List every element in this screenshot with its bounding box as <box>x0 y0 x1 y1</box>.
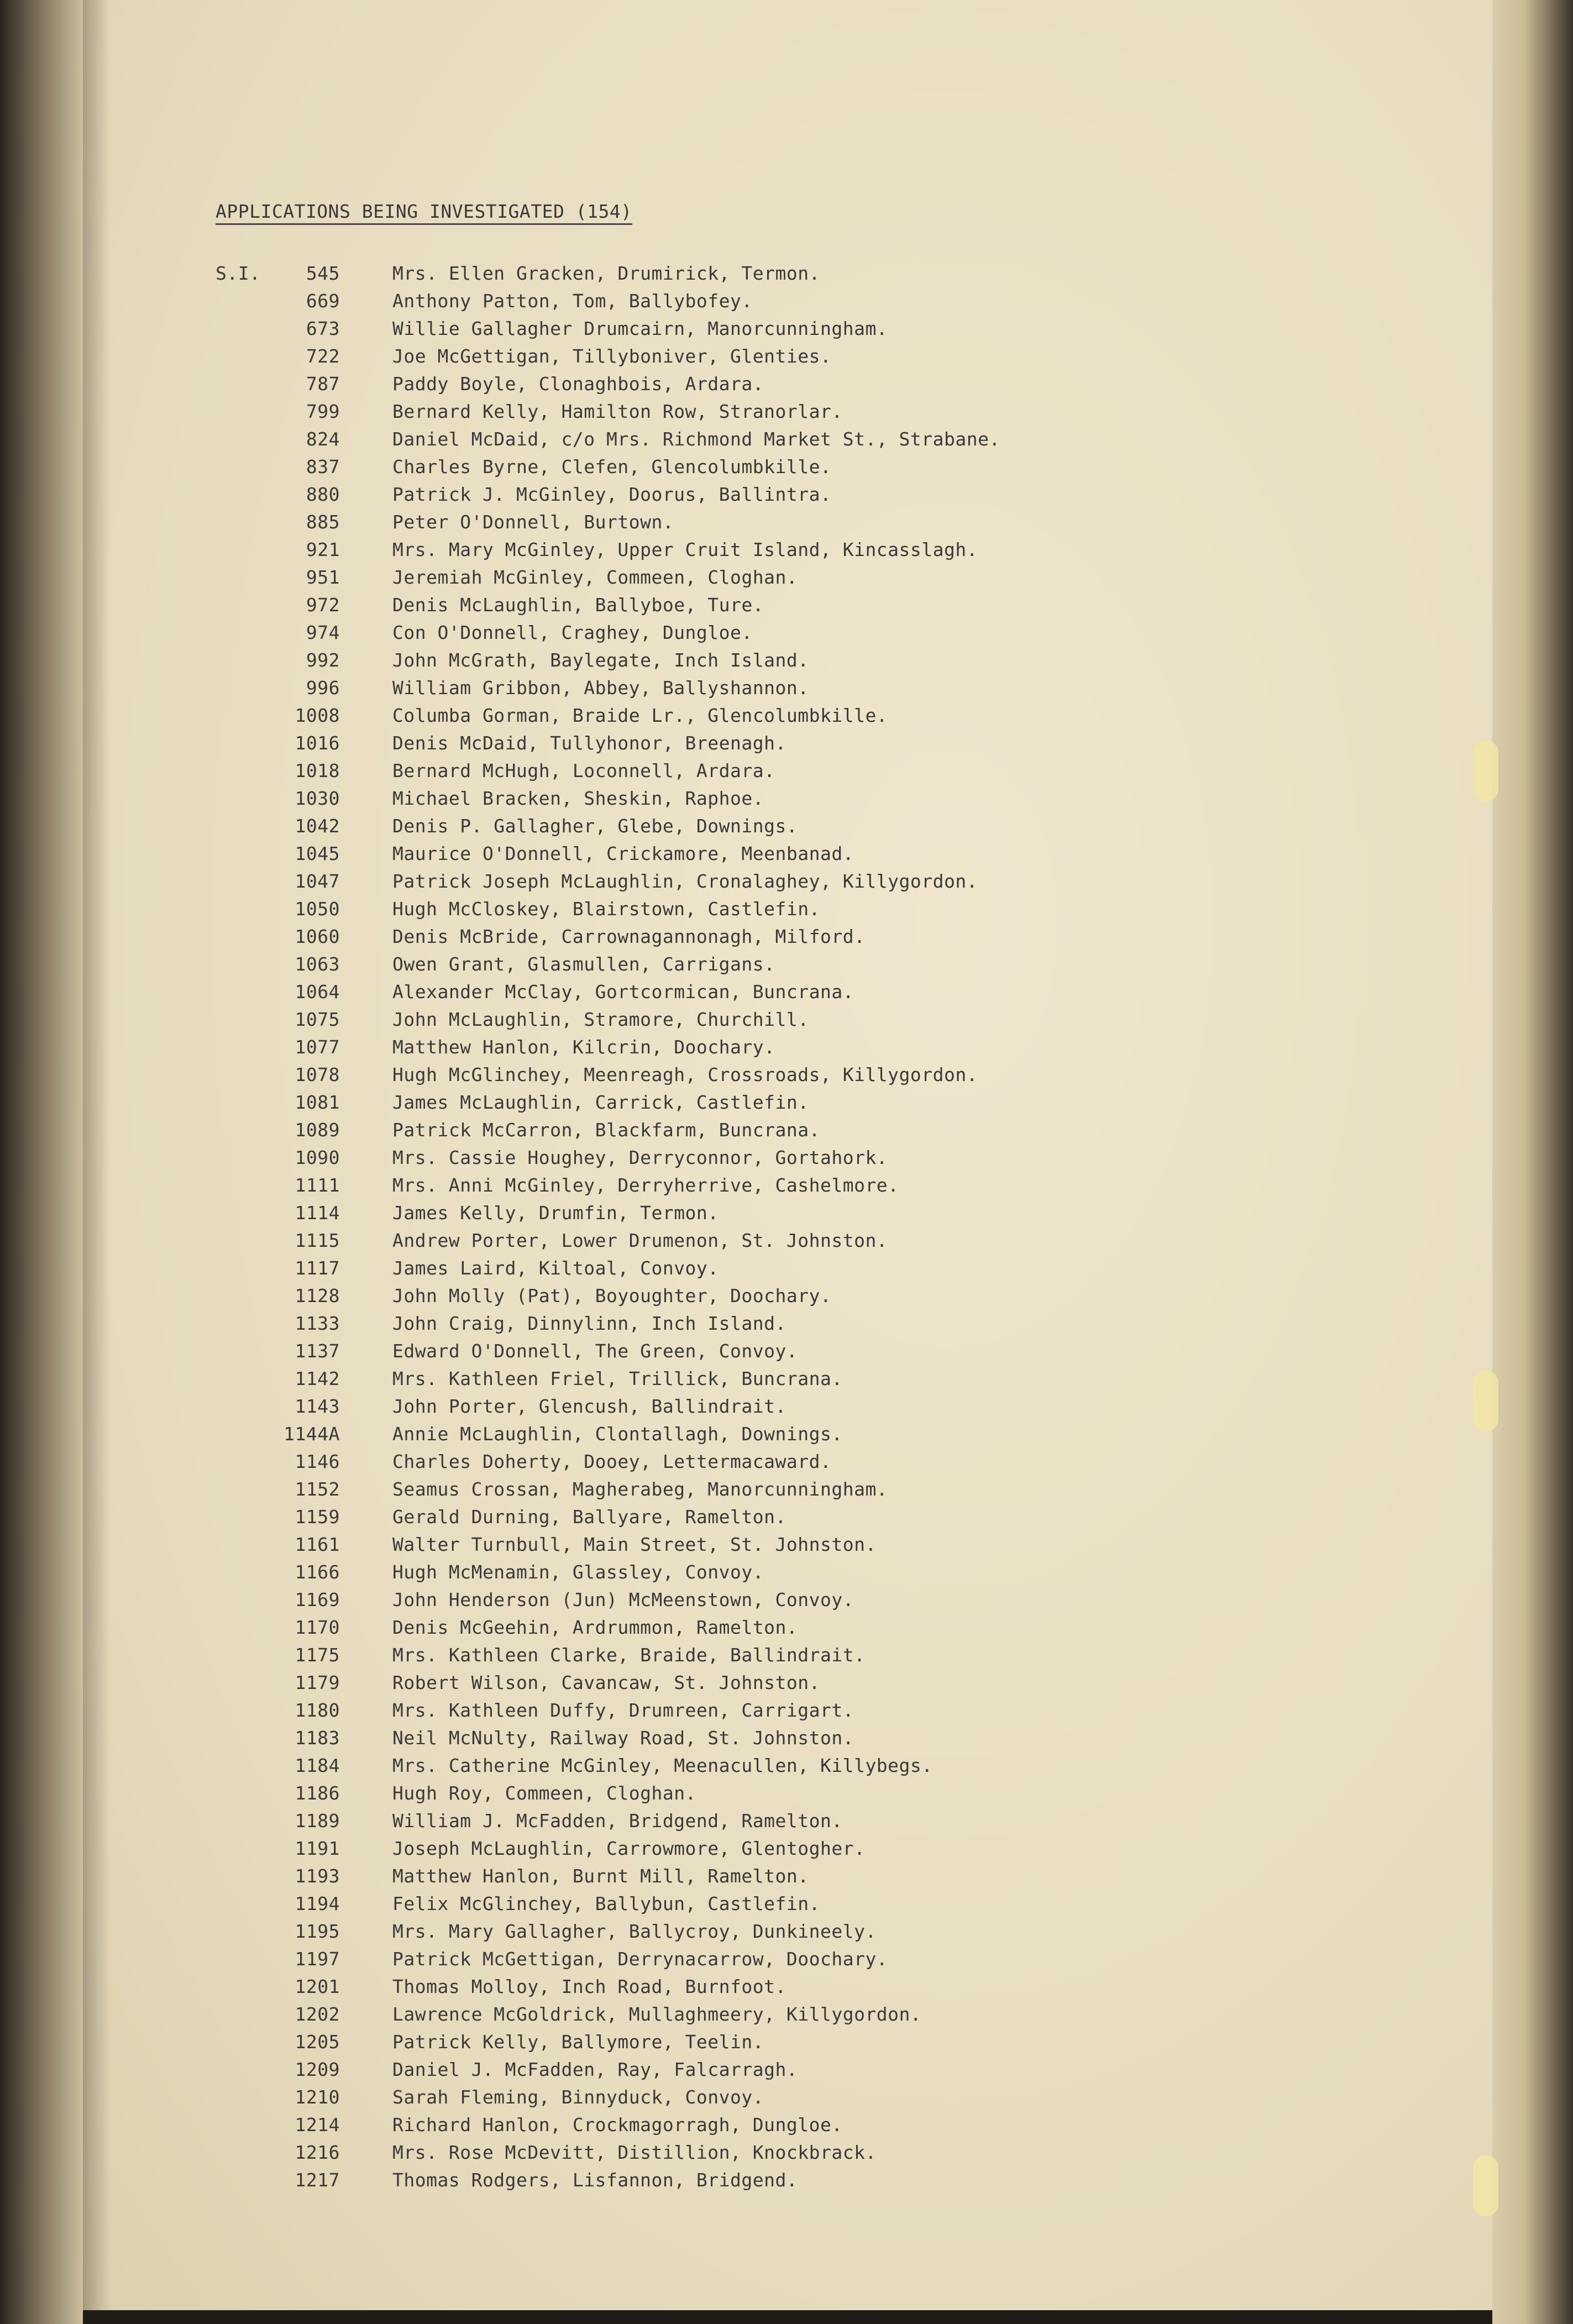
application-number: 1143 <box>295 1396 340 1417</box>
application-number: 1050 <box>295 898 340 920</box>
applicant-details: Daniel McDaid, c/o Mrs. Richmond Market St., Strabane. <box>392 428 1000 450</box>
application-number: 921 <box>306 539 340 560</box>
list-item <box>0 1506 1492 1534</box>
list-item <box>0 1589 1492 1617</box>
list-item <box>0 1865 1492 1893</box>
list-item <box>0 1838 1492 1865</box>
applicant-details: Maurice O'Donnell, Crickamore, Meenbanad. <box>392 843 854 864</box>
application-number: 1142 <box>295 1368 340 1389</box>
list-item <box>0 1699 1492 1727</box>
applicant-details: Annie McLaughlin, Clontallagh, Downings. <box>392 1423 843 1445</box>
application-number: 1184 <box>295 1755 340 1776</box>
list-item <box>0 345 1492 373</box>
applicant-details: Hugh McMenamin, Glassley, Convoy. <box>392 1561 764 1583</box>
application-number: 1045 <box>295 843 340 864</box>
list-item <box>0 1534 1492 1561</box>
applicant-details: Mrs. Mary McGinley, Upper Cruit Island, Kincasslagh. <box>392 539 978 560</box>
applicant-details: Mrs. Catherine McGinley, Meenacullen, Killybegs. <box>392 1755 933 1776</box>
applicant-details: Bernard McHugh, Loconnell, Ardara. <box>392 760 775 781</box>
application-number: 673 <box>306 318 340 339</box>
applicant-details: Joseph McLaughlin, Carrowmore, Glentogher. <box>392 1838 866 1859</box>
applicant-details: Seamus Crossan, Magherabeg, Manorcunningham. <box>392 1478 888 1500</box>
application-number: 1214 <box>295 2114 340 2136</box>
applicant-details: Gerald Durning, Ballyare, Ramelton. <box>392 1506 786 1528</box>
application-number: 1018 <box>295 760 340 781</box>
application-number: 1114 <box>295 1202 340 1224</box>
applicant-details: Mrs. Rose McDevitt, Distillion, Knockbrack. <box>392 2142 877 2163</box>
application-number: 1170 <box>295 1617 340 1638</box>
applicant-details: Denis McLaughlin, Ballyboe, Ture. <box>392 594 764 616</box>
application-number: 1201 <box>295 1976 340 1997</box>
list-item <box>0 2114 1492 2142</box>
application-number: 1175 <box>295 1644 340 1666</box>
applicant-details: Denis P. Gallagher, Glebe, Downings. <box>392 815 798 837</box>
list-item <box>0 2086 1492 2114</box>
document-heading: APPLICATIONS BEING INVESTIGATED (154) <box>216 201 632 225</box>
applicant-details: Andrew Porter, Lower Drumenon, St. Johnston. <box>392 1230 888 1251</box>
list-item <box>0 1782 1492 1810</box>
application-number: 1209 <box>295 2059 340 2080</box>
application-number: 1205 <box>295 2031 340 2053</box>
application-number: 1047 <box>295 870 340 892</box>
application-number: 1159 <box>295 1506 340 1528</box>
list-item <box>0 1672 1492 1699</box>
list-item <box>0 1257 1492 1285</box>
list-item <box>0 1009 1492 1036</box>
list-item <box>0 1285 1492 1313</box>
list-item <box>0 1893 1492 1921</box>
applicant-details: Patrick McCarron, Blackfarm, Buncrana. <box>392 1119 820 1141</box>
applicant-details: Hugh Roy, Commeen, Cloghan. <box>392 1782 696 1804</box>
list-item <box>0 428 1492 456</box>
application-list <box>0 263 1492 2197</box>
application-number: 1216 <box>295 2142 340 2163</box>
application-number: 1191 <box>295 1838 340 1859</box>
application-number: 1081 <box>295 1092 340 1113</box>
application-number: 951 <box>306 566 340 588</box>
applicant-details: Mrs. Kathleen Friel, Trillick, Buncrana. <box>392 1368 843 1389</box>
list-item <box>0 263 1492 290</box>
applicant-details: Paddy Boyle, Clonaghbois, Ardara. <box>392 373 764 395</box>
applicant-details: Matthew Hanlon, Kilcrin, Doochary. <box>392 1036 775 1058</box>
application-number: 669 <box>306 290 340 312</box>
application-number: 1115 <box>295 1230 340 1251</box>
applicant-details: Con O'Donnell, Craghey, Dungloe. <box>392 622 753 643</box>
list-item <box>0 1064 1492 1092</box>
applicant-details: Mrs. Kathleen Clarke, Braide, Ballindrait. <box>392 1644 866 1666</box>
applicant-details: Matthew Hanlon, Burnt Mill, Ramelton. <box>392 1865 809 1887</box>
applicant-details: Bernard Kelly, Hamilton Row, Stranorlar. <box>392 401 843 422</box>
application-number: 996 <box>306 677 340 699</box>
list-item <box>0 1396 1492 1423</box>
applicant-details: Patrick Joseph McLaughlin, Cronalaghey, Killygordon. <box>392 870 978 892</box>
application-number: 1195 <box>295 1921 340 1942</box>
applicant-details: Mrs. Anni McGinley, Derryherrive, Cashelmore. <box>392 1174 899 1196</box>
application-number: 1030 <box>295 788 340 809</box>
application-number: 1144A <box>284 1423 340 1445</box>
list-item <box>0 1368 1492 1396</box>
applicant-details: Denis McDaid, Tullyhonor, Breenagh. <box>392 732 786 754</box>
applicant-details: Mrs. Ellen Gracken, Drumirick, Termon. <box>392 263 820 284</box>
page-edge <box>1492 0 1573 2324</box>
list-item <box>0 290 1492 318</box>
application-number: 880 <box>306 484 340 505</box>
application-number: 799 <box>306 401 340 422</box>
list-item <box>0 705 1492 732</box>
application-number: 1063 <box>295 953 340 975</box>
application-number: 1042 <box>295 815 340 837</box>
application-number: 545 <box>306 263 340 284</box>
application-number: 974 <box>306 622 340 643</box>
list-item <box>0 539 1492 566</box>
list-item <box>0 1921 1492 1948</box>
application-number: 824 <box>306 428 340 450</box>
application-number: 1166 <box>295 1561 340 1583</box>
list-item <box>0 2003 1492 2031</box>
list-item <box>0 1230 1492 1257</box>
application-number: 992 <box>306 649 340 671</box>
applicant-details: Sarah Fleming, Binnyduck, Convoy. <box>392 2086 764 2108</box>
application-number: 972 <box>306 594 340 616</box>
application-number: 1133 <box>295 1313 340 1334</box>
list-item <box>0 981 1492 1009</box>
application-number: 1089 <box>295 1119 340 1141</box>
list-item <box>0 1174 1492 1202</box>
applicant-details: Alexander McClay, Gortcormican, Buncrana. <box>392 981 854 1003</box>
application-number: 1217 <box>295 2169 340 2191</box>
application-number: 787 <box>306 373 340 395</box>
list-item <box>0 1340 1492 1368</box>
list-item <box>0 926 1492 953</box>
list-item <box>0 898 1492 926</box>
applicant-details: Charles Byrne, Clefen, Glencolumbkille. <box>392 456 832 478</box>
list-item <box>0 870 1492 898</box>
application-number: 1064 <box>295 981 340 1003</box>
application-number: 1194 <box>295 1893 340 1914</box>
list-item <box>0 1092 1492 1119</box>
list-item <box>0 1313 1492 1340</box>
applicant-details: Willie Gallagher Drumcairn, Manorcunningham. <box>392 318 888 339</box>
list-item <box>0 1036 1492 1064</box>
application-number: 1189 <box>295 1810 340 1832</box>
application-number: 1016 <box>295 732 340 754</box>
list-item <box>0 318 1492 345</box>
applicant-details: James Laird, Kiltoal, Convoy. <box>392 1257 719 1279</box>
applicant-details: Richard Hanlon, Crockmagorragh, Dungloe. <box>392 2114 843 2136</box>
list-item <box>0 649 1492 677</box>
list-item <box>0 484 1492 511</box>
list-item <box>0 1644 1492 1672</box>
applicant-details: John Craig, Dinnylinn, Inch Island. <box>392 1313 786 1334</box>
list-item <box>0 953 1492 981</box>
applicant-details: Thomas Rodgers, Lisfannon, Bridgend. <box>392 2169 798 2191</box>
applicant-details: James Kelly, Drumfin, Termon. <box>392 1202 719 1224</box>
applicant-details: Anthony Patton, Tom, Ballybofey. <box>392 290 753 312</box>
list-item <box>0 2031 1492 2059</box>
applicant-details: John McGrath, Baylegate, Inch Island. <box>392 649 809 671</box>
application-number: 1090 <box>295 1147 340 1168</box>
applicant-details: William J. McFadden, Bridgend, Ramelton. <box>392 1810 843 1832</box>
applicant-details: Robert Wilson, Cavancaw, St. Johnston. <box>392 1672 820 1693</box>
application-number: 1128 <box>295 1285 340 1307</box>
applicant-details: Thomas Molloy, Inch Road, Burnfoot. <box>392 1976 786 1997</box>
applicant-details: Felix McGlinchey, Ballybun, Castlefin. <box>392 1893 820 1914</box>
application-number: 1197 <box>295 1948 340 1970</box>
applicant-details: Peter O'Donnell, Burtown. <box>392 511 674 533</box>
applicant-details: Edward O'Donnell, The Green, Convoy. <box>392 1340 798 1362</box>
applicant-details: Denis McGeehin, Ardrummon, Ramelton. <box>392 1617 798 1638</box>
applicant-details: Denis McBride, Carrownagannonagh, Milford. <box>392 926 866 947</box>
application-number: 1193 <box>295 1865 340 1887</box>
list-item <box>0 677 1492 705</box>
list-item <box>0 815 1492 843</box>
application-number: 1077 <box>295 1036 340 1058</box>
applicant-details: Patrick Kelly, Ballymore, Teelin. <box>392 2031 764 2053</box>
applicant-details: James McLaughlin, Carrick, Castlefin. <box>392 1092 809 1113</box>
list-item <box>0 732 1492 760</box>
application-number: 837 <box>306 456 340 478</box>
applicant-details: Daniel J. McFadden, Ray, Falcarragh. <box>392 2059 798 2080</box>
application-number: 1169 <box>295 1589 340 1610</box>
list-item <box>0 373 1492 401</box>
list-item <box>0 2059 1492 2086</box>
application-number: 1180 <box>295 1699 340 1721</box>
application-number: 1111 <box>295 1174 340 1196</box>
list-item <box>0 1423 1492 1451</box>
application-number: 1060 <box>295 926 340 947</box>
applicant-details: Patrick J. McGinley, Doorus, Ballintra. <box>392 484 832 505</box>
list-item <box>0 1119 1492 1147</box>
applicant-details: Owen Grant, Glasmullen, Carrigans. <box>392 953 775 975</box>
application-number: 1183 <box>295 1727 340 1749</box>
application-number: 1075 <box>295 1009 340 1030</box>
applicant-details: William Gribbon, Abbey, Ballyshannon. <box>392 677 809 699</box>
applicant-details: Mrs. Mary Gallagher, Ballycroy, Dunkineely. <box>392 1921 877 1942</box>
list-item <box>0 760 1492 788</box>
application-number: 1179 <box>295 1672 340 1693</box>
applicant-details: Joe McGettigan, Tillyboniver, Glenties. <box>392 345 832 367</box>
list-item <box>0 401 1492 428</box>
applicant-details: Patrick McGettigan, Derrynacarrow, Doochary. <box>392 1948 888 1970</box>
application-number: 885 <box>306 511 340 533</box>
list-item <box>0 1727 1492 1755</box>
applicant-details: Mrs. Cassie Houghey, Derryconnor, Gortahork. <box>392 1147 888 1168</box>
list-item <box>0 1478 1492 1506</box>
application-number: 1152 <box>295 1478 340 1500</box>
application-number: 1137 <box>295 1340 340 1362</box>
applicant-details: Mrs. Kathleen Duffy, Drumreen, Carrigart. <box>392 1699 854 1721</box>
applicant-details: John McLaughlin, Stramore, Churchill. <box>392 1009 809 1030</box>
application-number: 1117 <box>295 1257 340 1279</box>
applicant-details: Jeremiah McGinley, Commeen, Cloghan. <box>392 566 798 588</box>
list-item <box>0 1948 1492 1976</box>
list-item <box>0 622 1492 649</box>
list-item <box>0 456 1492 484</box>
applicant-details: Walter Turnbull, Main Street, St. Johnston. <box>392 1534 877 1555</box>
list-item <box>0 788 1492 815</box>
applicant-details: John Molly (Pat), Boyoughter, Doochary. <box>392 1285 832 1307</box>
applicant-details: Neil McNulty, Railway Road, St. Johnston. <box>392 1727 854 1749</box>
applicant-details: Columba Gorman, Braide Lr., Glencolumbkille. <box>392 705 888 726</box>
list-item <box>0 1561 1492 1589</box>
application-number: 1202 <box>295 2003 340 2025</box>
applicant-details: Hugh McGlinchey, Meenreagh, Crossroads, Killygordon. <box>392 1064 978 1085</box>
applicant-details: Lawrence McGoldrick, Mullaghmeery, Killygordon. <box>392 2003 922 2025</box>
application-number: 1008 <box>295 705 340 726</box>
application-number: 1210 <box>295 2086 340 2108</box>
applicant-details: Michael Bracken, Sheskin, Raphoe. <box>392 788 764 809</box>
application-number: 722 <box>306 345 340 367</box>
application-number: 1146 <box>295 1451 340 1472</box>
list-item <box>0 1147 1492 1174</box>
list-item <box>0 1810 1492 1838</box>
application-number: 1161 <box>295 1534 340 1555</box>
application-number: 1078 <box>295 1064 340 1085</box>
application-number: 1186 <box>295 1782 340 1804</box>
section-prefix: S.I. <box>216 263 261 284</box>
list-item <box>0 594 1492 622</box>
list-item <box>0 566 1492 594</box>
applicant-details: Hugh McCloskey, Blairstown, Castlefin. <box>392 898 820 920</box>
applicant-details: John Henderson (Jun) McMeenstown, Convoy. <box>392 1589 854 1610</box>
list-item <box>0 1976 1492 2003</box>
list-item <box>0 1202 1492 1230</box>
list-item <box>0 1451 1492 1478</box>
applicant-details: John Porter, Glencush, Ballindrait. <box>392 1396 786 1417</box>
applicant-details: Charles Doherty, Dooey, Lettermacaward. <box>392 1451 832 1472</box>
list-item <box>0 1755 1492 1782</box>
list-item <box>0 2142 1492 2169</box>
list-item <box>0 1617 1492 1644</box>
list-item <box>0 511 1492 539</box>
list-item <box>0 843 1492 870</box>
list-item <box>0 2169 1492 2197</box>
